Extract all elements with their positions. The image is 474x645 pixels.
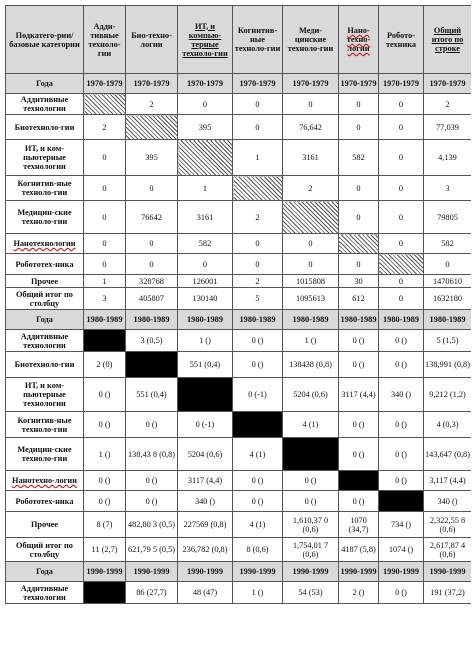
table-cell: 0 xyxy=(233,94,283,115)
table-cell: 1 xyxy=(233,140,283,176)
table-cell: 551 (0,4) xyxy=(126,378,178,412)
table-cell: 5 (1,5) xyxy=(424,330,472,352)
header-medical: Меди-цинские техноло-гии xyxy=(283,6,339,74)
table-cell: 0 xyxy=(339,176,379,201)
table-cell: 340 () xyxy=(379,378,424,412)
year-cell: 1990-1999 xyxy=(379,562,424,582)
table-cell: 582 xyxy=(424,234,472,254)
year-cell: 1970-1979 xyxy=(283,74,339,94)
table-cell: 0 () xyxy=(126,491,178,512)
table-row-it xyxy=(6,140,472,176)
table-row-other xyxy=(6,275,472,288)
header-cognitive: Когнитив-ные техноло-гии xyxy=(233,6,283,74)
table-cell: 0 () xyxy=(379,330,424,352)
table-row-additive xyxy=(6,94,472,115)
table-cell: 0 xyxy=(84,176,126,201)
table-cell: 5 xyxy=(233,288,283,310)
year-cell: 1980-1989 xyxy=(233,310,283,330)
table-cell: 3 xyxy=(424,176,472,201)
row-label: Биотехноло-гии xyxy=(6,115,84,140)
table-cell: 0 xyxy=(283,254,339,275)
header-total: Общий итого по строке xyxy=(424,6,472,74)
table-cell: 734 () xyxy=(379,512,424,538)
table-row-bio xyxy=(6,115,472,140)
table-cell: 0 xyxy=(84,201,126,234)
diagonal-cell xyxy=(379,491,424,512)
diagonal-cell xyxy=(126,115,178,140)
table-cell: 5204 (0,6) xyxy=(283,378,339,412)
row-label: Прочее xyxy=(6,275,84,288)
diagonal-cell xyxy=(84,582,126,604)
table-cell: 1074 () xyxy=(379,538,424,562)
table-row-bio xyxy=(6,352,472,378)
table-cell: 3 xyxy=(84,288,126,310)
table-cell: 54 (53) xyxy=(283,582,339,604)
table-cell: 1070 (34,7) xyxy=(339,512,379,538)
table-cell: 395 xyxy=(126,140,178,176)
year-cell: 1970-1979 xyxy=(379,74,424,94)
table-cell: 1632180 xyxy=(424,288,472,310)
table-cell: 9,212 (1,2) xyxy=(424,378,472,412)
data-table xyxy=(5,5,471,604)
year-cell: 1980-1989 xyxy=(339,310,379,330)
table-cell: 0 xyxy=(379,234,424,254)
table-cell: 0 xyxy=(379,115,424,140)
period-year-row xyxy=(6,74,472,94)
table-cell: 3117 (4,4) xyxy=(339,378,379,412)
table-row-total xyxy=(6,538,472,562)
table-cell: 2,322,55 8 (0,6) xyxy=(424,512,472,538)
table-cell: 0 xyxy=(339,94,379,115)
year-cell: 1970-1979 xyxy=(233,74,283,94)
table-cell: 5204 (0,6) xyxy=(178,438,233,471)
table-cell: 236,782 (0,8) xyxy=(178,538,233,562)
table-cell: 0 xyxy=(424,254,472,275)
table-cell: 1015808 xyxy=(283,275,339,288)
header-row xyxy=(6,6,472,74)
table-cell: 8 (7) xyxy=(84,512,126,538)
row-label: Аддитивные технологии xyxy=(6,330,84,352)
year-cell: 1990-1999 xyxy=(283,562,339,582)
row-label: Медицин-ские техноло-гии xyxy=(6,438,84,471)
table-cell: 0 () xyxy=(379,582,424,604)
table-cell: 1 () xyxy=(84,438,126,471)
table-cell: 130140 xyxy=(178,288,233,310)
table-cell: 138438 (0,8) xyxy=(283,352,339,378)
table-cell: 1 () xyxy=(178,330,233,352)
table-cell: 4187 (5,8) xyxy=(339,538,379,562)
year-label: Года xyxy=(6,74,84,94)
table-cell: 0 xyxy=(126,254,178,275)
row-label: Прочее xyxy=(6,512,84,538)
year-cell: 1970-1979 xyxy=(84,74,126,94)
table-cell: 0 xyxy=(379,94,424,115)
table-cell: 0 xyxy=(233,254,283,275)
table-row-robotics xyxy=(6,254,472,275)
header-it: ИТ, и компью-терные техноло-гии xyxy=(178,6,233,74)
table-cell: 4 (0,3) xyxy=(424,412,472,438)
table-cell: 0 () xyxy=(339,352,379,378)
table-row-cognitive xyxy=(6,412,472,438)
diagonal-cell xyxy=(379,254,424,275)
header-bio: Био-техно-логии xyxy=(126,6,178,74)
table-cell: 0 () xyxy=(126,412,178,438)
table-cell: 8 (0,6) xyxy=(233,538,283,562)
table-cell: 0 () xyxy=(84,471,126,491)
table-cell: 0 xyxy=(379,288,424,310)
header-additive: Адди-тивные техноло-гии xyxy=(84,6,126,74)
table-cell: 0 xyxy=(283,234,339,254)
table-row-other xyxy=(6,512,472,538)
table-cell: 582 xyxy=(339,140,379,176)
row-label: ИТ, и ком-пьютерные технологии xyxy=(6,378,84,412)
year-cell: 1970-1979 xyxy=(178,74,233,94)
table-cell: 0 xyxy=(379,201,424,234)
table-cell: 0 () xyxy=(339,491,379,512)
table-cell: 0 xyxy=(178,94,233,115)
table-cell: 3161 xyxy=(283,140,339,176)
table-cell: 0 () xyxy=(233,471,283,491)
period-year-row xyxy=(6,310,472,330)
table-cell: 612 xyxy=(339,288,379,310)
table-row-medical xyxy=(6,438,472,471)
diagonal-cell xyxy=(178,378,233,412)
table-cell: 0 xyxy=(339,115,379,140)
table-cell: 1 () xyxy=(283,330,339,352)
table-cell: 2 xyxy=(283,176,339,201)
table-row-medical xyxy=(6,201,472,234)
table-cell: 126001 xyxy=(178,275,233,288)
row-label: Аддитивные технологии xyxy=(6,94,84,115)
table-cell: 0 xyxy=(126,176,178,201)
year-cell: 1970-1979 xyxy=(424,74,472,94)
table-row-it xyxy=(6,378,472,412)
table-cell: 0 xyxy=(379,275,424,288)
table-cell: 0 xyxy=(233,115,283,140)
year-cell: 1980-1989 xyxy=(126,310,178,330)
year-cell: 1970-1979 xyxy=(339,74,379,94)
table-cell: 0 () xyxy=(379,438,424,471)
header-corner: Подкатего-рии/базовые категории xyxy=(6,6,84,74)
diagonal-cell xyxy=(233,412,283,438)
row-label: Робототех-ника xyxy=(6,254,84,275)
diagonal-cell xyxy=(84,330,126,352)
table-cell: 0 xyxy=(84,140,126,176)
table-cell: 4,139 xyxy=(424,140,472,176)
table-row-nano xyxy=(6,471,472,491)
year-cell: 1990-1999 xyxy=(126,562,178,582)
year-cell: 1980-1989 xyxy=(379,310,424,330)
table-cell: 0 () xyxy=(283,491,339,512)
year-cell: 1980-1989 xyxy=(283,310,339,330)
diagonal-cell xyxy=(283,438,339,471)
table-cell: 0 () xyxy=(283,471,339,491)
table-cell: 3117 (4,4) xyxy=(178,471,233,491)
table-cell: 2 xyxy=(126,94,178,115)
table-cell: 30 xyxy=(339,275,379,288)
year-cell: 1980-1989 xyxy=(84,310,126,330)
row-label: Когнитив-ные техноло-гии xyxy=(6,412,84,438)
row-label: Нанотехно-логии xyxy=(6,471,84,491)
table-cell: 0 xyxy=(339,201,379,234)
table-cell: 0 () xyxy=(84,491,126,512)
year-cell: 1990-1999 xyxy=(233,562,283,582)
table-cell: 191 (37,2) xyxy=(424,582,472,604)
table-cell: 395 xyxy=(178,115,233,140)
table-cell: 77,039 xyxy=(424,115,472,140)
year-cell: 1990-1999 xyxy=(84,562,126,582)
table-cell: 1 xyxy=(178,176,233,201)
table-row-robotics xyxy=(6,491,472,512)
year-cell: 1990-1999 xyxy=(424,562,472,582)
table-cell: 1,754,01 7 (0,6) xyxy=(283,538,339,562)
table-cell: 0 () xyxy=(339,438,379,471)
table-cell: 0 xyxy=(84,234,126,254)
table-cell: 482,80 3 (0,5) xyxy=(126,512,178,538)
table-cell: 340 () xyxy=(424,491,472,512)
header-robotics: Робото-техника xyxy=(379,6,424,74)
table-cell: 4 (1) xyxy=(233,438,283,471)
table-cell: 11 (2,7) xyxy=(84,538,126,562)
table-cell: 2 xyxy=(233,275,283,288)
year-cell: 1990-1999 xyxy=(178,562,233,582)
table-cell: 621,79 5 (0,5) xyxy=(126,538,178,562)
table-cell: 3161 xyxy=(178,201,233,234)
table-cell: 143,647 (0,8) xyxy=(424,438,472,471)
table-cell: 340 () xyxy=(178,491,233,512)
diagonal-cell xyxy=(339,234,379,254)
table-cell: 3 (0,5) xyxy=(126,330,178,352)
row-label: Общий итог по столбцу xyxy=(6,288,84,310)
table-cell: 2,617,87 4 (0,6) xyxy=(424,538,472,562)
table-cell: 0 xyxy=(178,254,233,275)
table-cell: 0 () xyxy=(233,352,283,378)
table-cell: 1 () xyxy=(233,582,283,604)
table-cell: 0 () xyxy=(84,378,126,412)
table-cell: 0 () xyxy=(126,471,178,491)
table-cell: 0 () xyxy=(233,330,283,352)
table-container xyxy=(5,5,471,645)
table-cell: 3,117 (4,4) xyxy=(424,471,472,491)
table-cell: 0 () xyxy=(379,471,424,491)
table-cell: 0 xyxy=(339,254,379,275)
table-cell: 48 (47) xyxy=(178,582,233,604)
row-label: Аддитивные технологии xyxy=(6,582,84,604)
diagonal-cell xyxy=(339,471,379,491)
table-cell: 2 xyxy=(424,94,472,115)
table-cell: 2 xyxy=(233,201,283,234)
table-cell: 0 (-1) xyxy=(233,378,283,412)
diagonal-cell xyxy=(233,176,283,201)
diagonal-cell xyxy=(84,94,126,115)
table-cell: 0 xyxy=(233,234,283,254)
year-cell: 1980-1989 xyxy=(424,310,472,330)
table-cell: 0 xyxy=(283,94,339,115)
row-label: Биотехноло-гии xyxy=(6,352,84,378)
table-cell: 2 (0) xyxy=(84,352,126,378)
table-cell: 405807 xyxy=(126,288,178,310)
table-cell: 582 xyxy=(178,234,233,254)
table-cell: 1470610 xyxy=(424,275,472,288)
table-cell: 2 xyxy=(84,115,126,140)
table-row-additive xyxy=(6,330,472,352)
table-cell: 1,610,37 0 (0,6) xyxy=(283,512,339,538)
table-row-total xyxy=(6,288,472,310)
table-cell: 79805 xyxy=(424,201,472,234)
table-cell: 86 (27,7) xyxy=(126,582,178,604)
table-cell: 0 () xyxy=(379,352,424,378)
year-label: Года xyxy=(6,310,84,330)
table-cell: 0 xyxy=(379,140,424,176)
table-cell: 328768 xyxy=(126,275,178,288)
table-cell: 0 xyxy=(379,176,424,201)
table-cell: 0 () xyxy=(84,412,126,438)
row-label: Медицин-ские техноло-гии xyxy=(6,201,84,234)
year-cell: 1990-1999 xyxy=(339,562,379,582)
year-cell: 1980-1989 xyxy=(178,310,233,330)
table-cell: 227569 (0,8) xyxy=(178,512,233,538)
table-cell: 0 xyxy=(126,234,178,254)
table-cell: 1 xyxy=(84,275,126,288)
table-cell: 551 (0,4) xyxy=(178,352,233,378)
table-cell: 0 () xyxy=(339,412,379,438)
table-cell: 4 (1) xyxy=(233,512,283,538)
table-cell: 4 (1) xyxy=(283,412,339,438)
table-cell: 138,991 (0,8) xyxy=(424,352,472,378)
year-cell: 1970-1979 xyxy=(126,74,178,94)
table-cell: 0 () xyxy=(379,412,424,438)
row-label: ИТ, и ком-пьютерные технологии xyxy=(6,140,84,176)
row-label: Когнитив-ные техноло-гии xyxy=(6,176,84,201)
table-cell: 76,642 xyxy=(283,115,339,140)
table-cell: 1095613 xyxy=(283,288,339,310)
table-cell: 0 xyxy=(84,254,126,275)
diagonal-cell xyxy=(178,140,233,176)
table-cell: 76642 xyxy=(126,201,178,234)
header-nano: Нано-техно-логии xyxy=(339,6,379,74)
table-row-additive xyxy=(6,582,472,604)
table-cell: 0 () xyxy=(339,330,379,352)
table-cell: 0 () xyxy=(233,491,283,512)
table-row-nano xyxy=(6,234,472,254)
diagonal-cell xyxy=(283,201,339,234)
diagonal-cell xyxy=(126,352,178,378)
period-year-row xyxy=(6,562,472,582)
row-label: Робототех-ника xyxy=(6,491,84,512)
table-cell: 138,43 8 (0,8) xyxy=(126,438,178,471)
table-cell: 2 () xyxy=(339,582,379,604)
table-row-cognitive xyxy=(6,176,472,201)
row-label: Общий итог по столбцу xyxy=(6,538,84,562)
year-label: Года xyxy=(6,562,84,582)
table-cell: 0 (-1) xyxy=(178,412,233,438)
row-label: Нанотехнологии xyxy=(6,234,84,254)
